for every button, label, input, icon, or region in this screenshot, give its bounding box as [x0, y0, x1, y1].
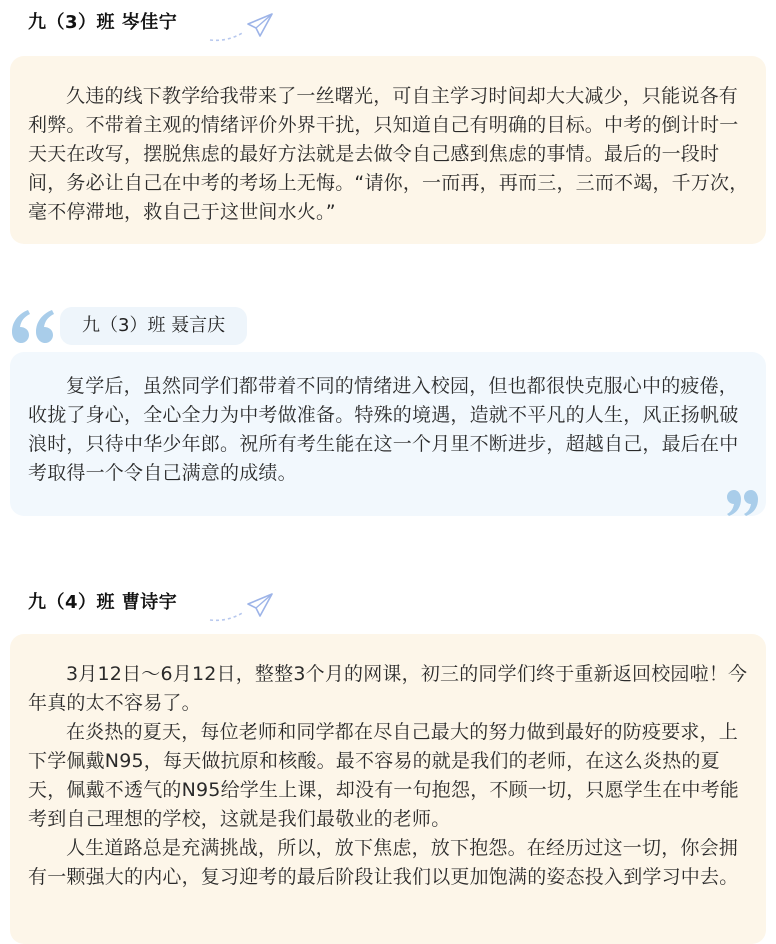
quote-open-icon	[10, 306, 56, 346]
paragraph-section-3-3: 人生道路总是充满挑战，所以，放下焦虑，放下抱怨。在经历过这一切，你会拥有一颗强大的内心，复习迎考的最后阶段让我们以更加饱满的姿态投入到学习中去。	[28, 837, 739, 888]
paragraph-section-3-1: 3月12日～6月12日，整整3个月的网课，初三的同学们终于重新返回校园啦！今年真的太不容易了。	[28, 663, 748, 714]
heading-section-2: 九（3）班 聂言庆	[60, 307, 247, 345]
quote-close-icon	[726, 488, 760, 518]
paper-plane-icon	[208, 10, 274, 44]
paragraph-section-3-2: 在炎热的夏天，每位老师和同学都在尽自己最大的努力做到最好的防疫要求，上下学佩戴N95，每天做抗原和核酸。最不容易的就是我们的老师，在这么炎热的夏天，佩戴不透气的N95给学生上课，却没有一句抱怨，不顾一切，只愿学生在中考能考到自己理想的学校，这就是我们最敬业的老师。	[28, 721, 739, 830]
heading-section-1: 九（3）班 岑佳宁	[28, 12, 178, 33]
paragraph-section-2: 复学后，虽然同学们都带着不同的情绪进入校园，但也都很快克服心中的疲倦，收拢了身心，全心全力为中考做准备。特殊的境遇，造就不平凡的人生，风正扬帆破浪时，只待中华少年郎。祝所有考生能在这一个月里不断进步，超越自己，最后在中考取得一个令自己满意的成绩。	[28, 375, 739, 484]
heading-section-3: 九（4）班 曹诗宇	[28, 592, 178, 613]
paper-plane-icon	[208, 590, 274, 624]
paragraph-section-1: 久违的线下教学给我带来了一丝曙光，可自主学习时间却大大减少，只能说各有利弊。不带着主观的情绪评价外界干扰，只知道自己有明确的目标。中考的倒计时一天天在改写，摆脱焦虑的最好方法就是去做令自己感到焦虑的事情。最后的一段时间，务必让自己在中考的考场上无悔。“请你，一而再，再而三，三而不竭，千万次，毫不停滞地，救自己于这世间水火。”	[28, 85, 749, 223]
